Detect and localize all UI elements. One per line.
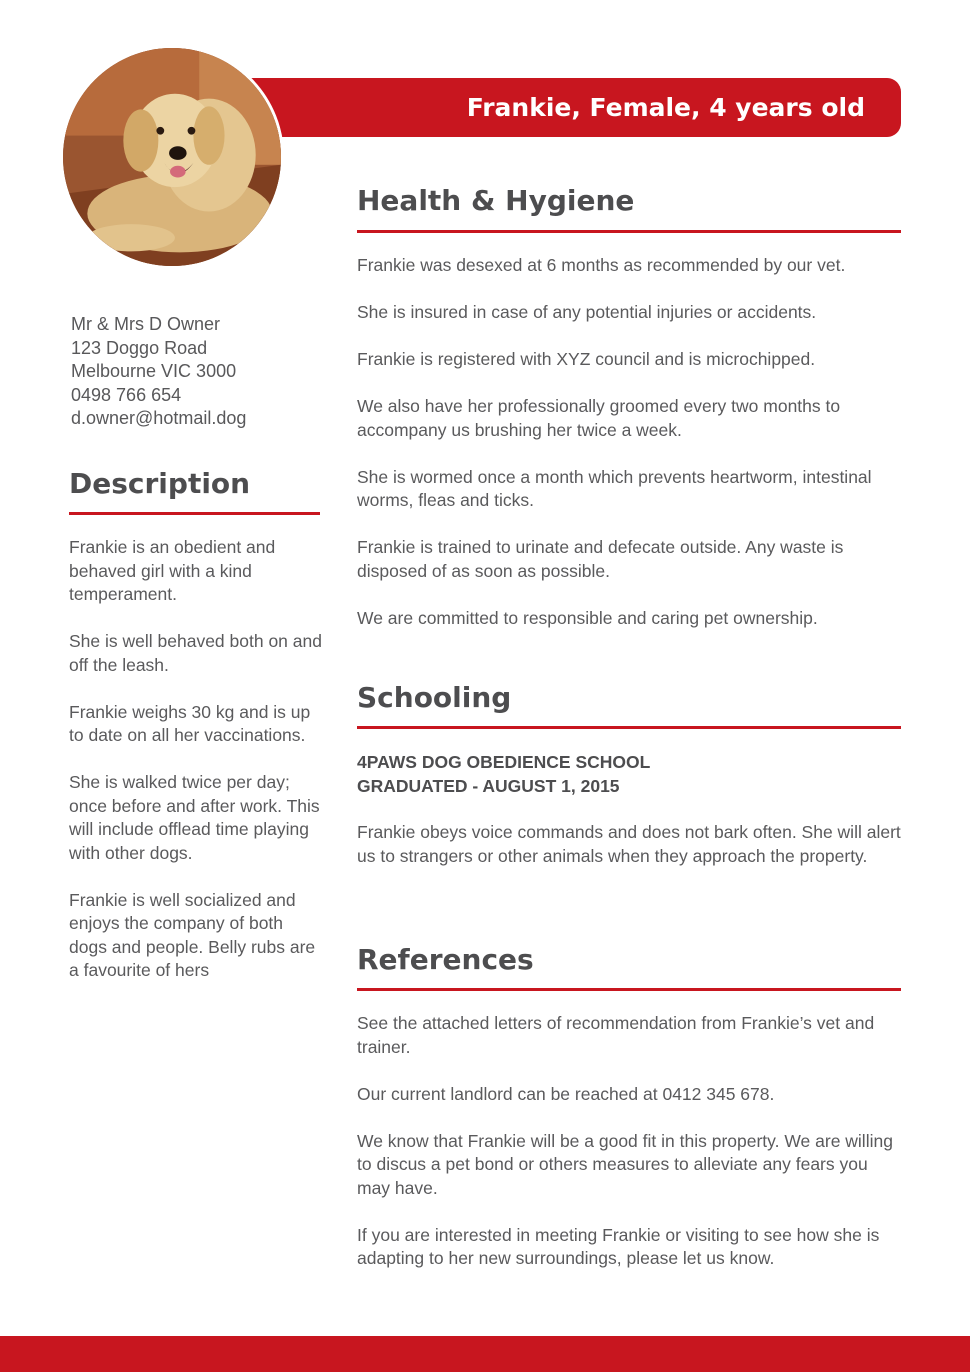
references-body [357, 1012, 905, 1271]
footer-bar [0, 1336, 970, 1372]
health-paragraph: We are committed to responsible and caring pet ownership. [357, 607, 818, 628]
description-title: Description [69, 467, 251, 500]
banner-title: Frankie, Female, 4 years old [466, 93, 865, 122]
owner-city: Melbourne VIC 3000 [71, 361, 237, 381]
health-rule [357, 230, 901, 233]
health-paragraph: We also have her professionally groomed every two months to accompany us brushing her twice a week. [357, 396, 841, 440]
references-paragraph: We know that Frankie will be a good fit in this property. We are willing to discus a pet bond or others measures to alleviate any fears you may have. [357, 1130, 893, 1198]
schooling-title: Schooling [357, 681, 512, 714]
school-name: 4PAWS DOG OBEDIENCE SCHOOL [357, 752, 651, 772]
schooling-rule [357, 726, 901, 729]
references-paragraph: If you are interested in meeting Frankie or visiting to see how she is adapting to her new surroundings, please let us know. [357, 1224, 880, 1268]
owner-name: Mr & Mrs D Owner [71, 314, 221, 334]
references-paragraph: See the attached letters of recommendation from Frankie’s vet and trainer. [357, 1013, 875, 1057]
schooling-body [357, 821, 905, 868]
description-paragraph: Frankie is well socialized and enjoys the company of both dogs and people. Belly rubs are a favourite of hers [69, 889, 316, 980]
dog-illustration [63, 48, 281, 266]
health-paragraph: Frankie is trained to urinate and defecate outside. Any waste is disposed of as soon as possible. [357, 537, 844, 581]
health-paragraph: Frankie is registered with XYZ council and is microchipped. [357, 349, 816, 369]
health-paragraph: She is insured in case of any potential injuries or accidents. [357, 302, 817, 322]
health-paragraph: Frankie was desexed at 6 months as recommended by our vet. [357, 255, 846, 275]
dog-photo [60, 45, 284, 269]
description-paragraph: Frankie is an obedient and behaved girl with a kind temperament. [69, 537, 276, 604]
graduation-date: GRADUATED - AUGUST 1, 2015 [357, 776, 620, 796]
name-banner [240, 78, 901, 137]
references-title: References [357, 943, 534, 976]
owner-email: d.owner@hotmail.dog [71, 408, 247, 428]
references-rule [357, 988, 901, 991]
owner-phone: 0498 766 654 [71, 384, 182, 405]
description-body [69, 536, 325, 983]
health-body [357, 254, 905, 630]
description-paragraph: Frankie weighs 30 kg and is up to date on all her vaccinations. [69, 701, 311, 745]
description-paragraph: She is walked twice per day; once before and after work. This will include offlead time playing with other dogs. [69, 772, 320, 863]
health-title: Health & Hygiene [357, 184, 635, 217]
owner-street: 123 Doggo Road [71, 337, 208, 358]
description-rule [69, 512, 320, 515]
schooling-paragraph: Frankie obeys voice commands and does not bark often. She will alert us to strangers or other animals when they approach the property. [357, 822, 901, 866]
description-paragraph: She is well behaved both on and off the leash. [69, 631, 322, 675]
school-details [357, 750, 897, 798]
references-paragraph: Our current landlord can be reached at 0412 345 678. [357, 1083, 775, 1104]
owner-contact [71, 313, 321, 431]
health-paragraph: She is wormed once a month which prevents heartworm, intestinal worms, fleas and ticks. [357, 466, 872, 510]
